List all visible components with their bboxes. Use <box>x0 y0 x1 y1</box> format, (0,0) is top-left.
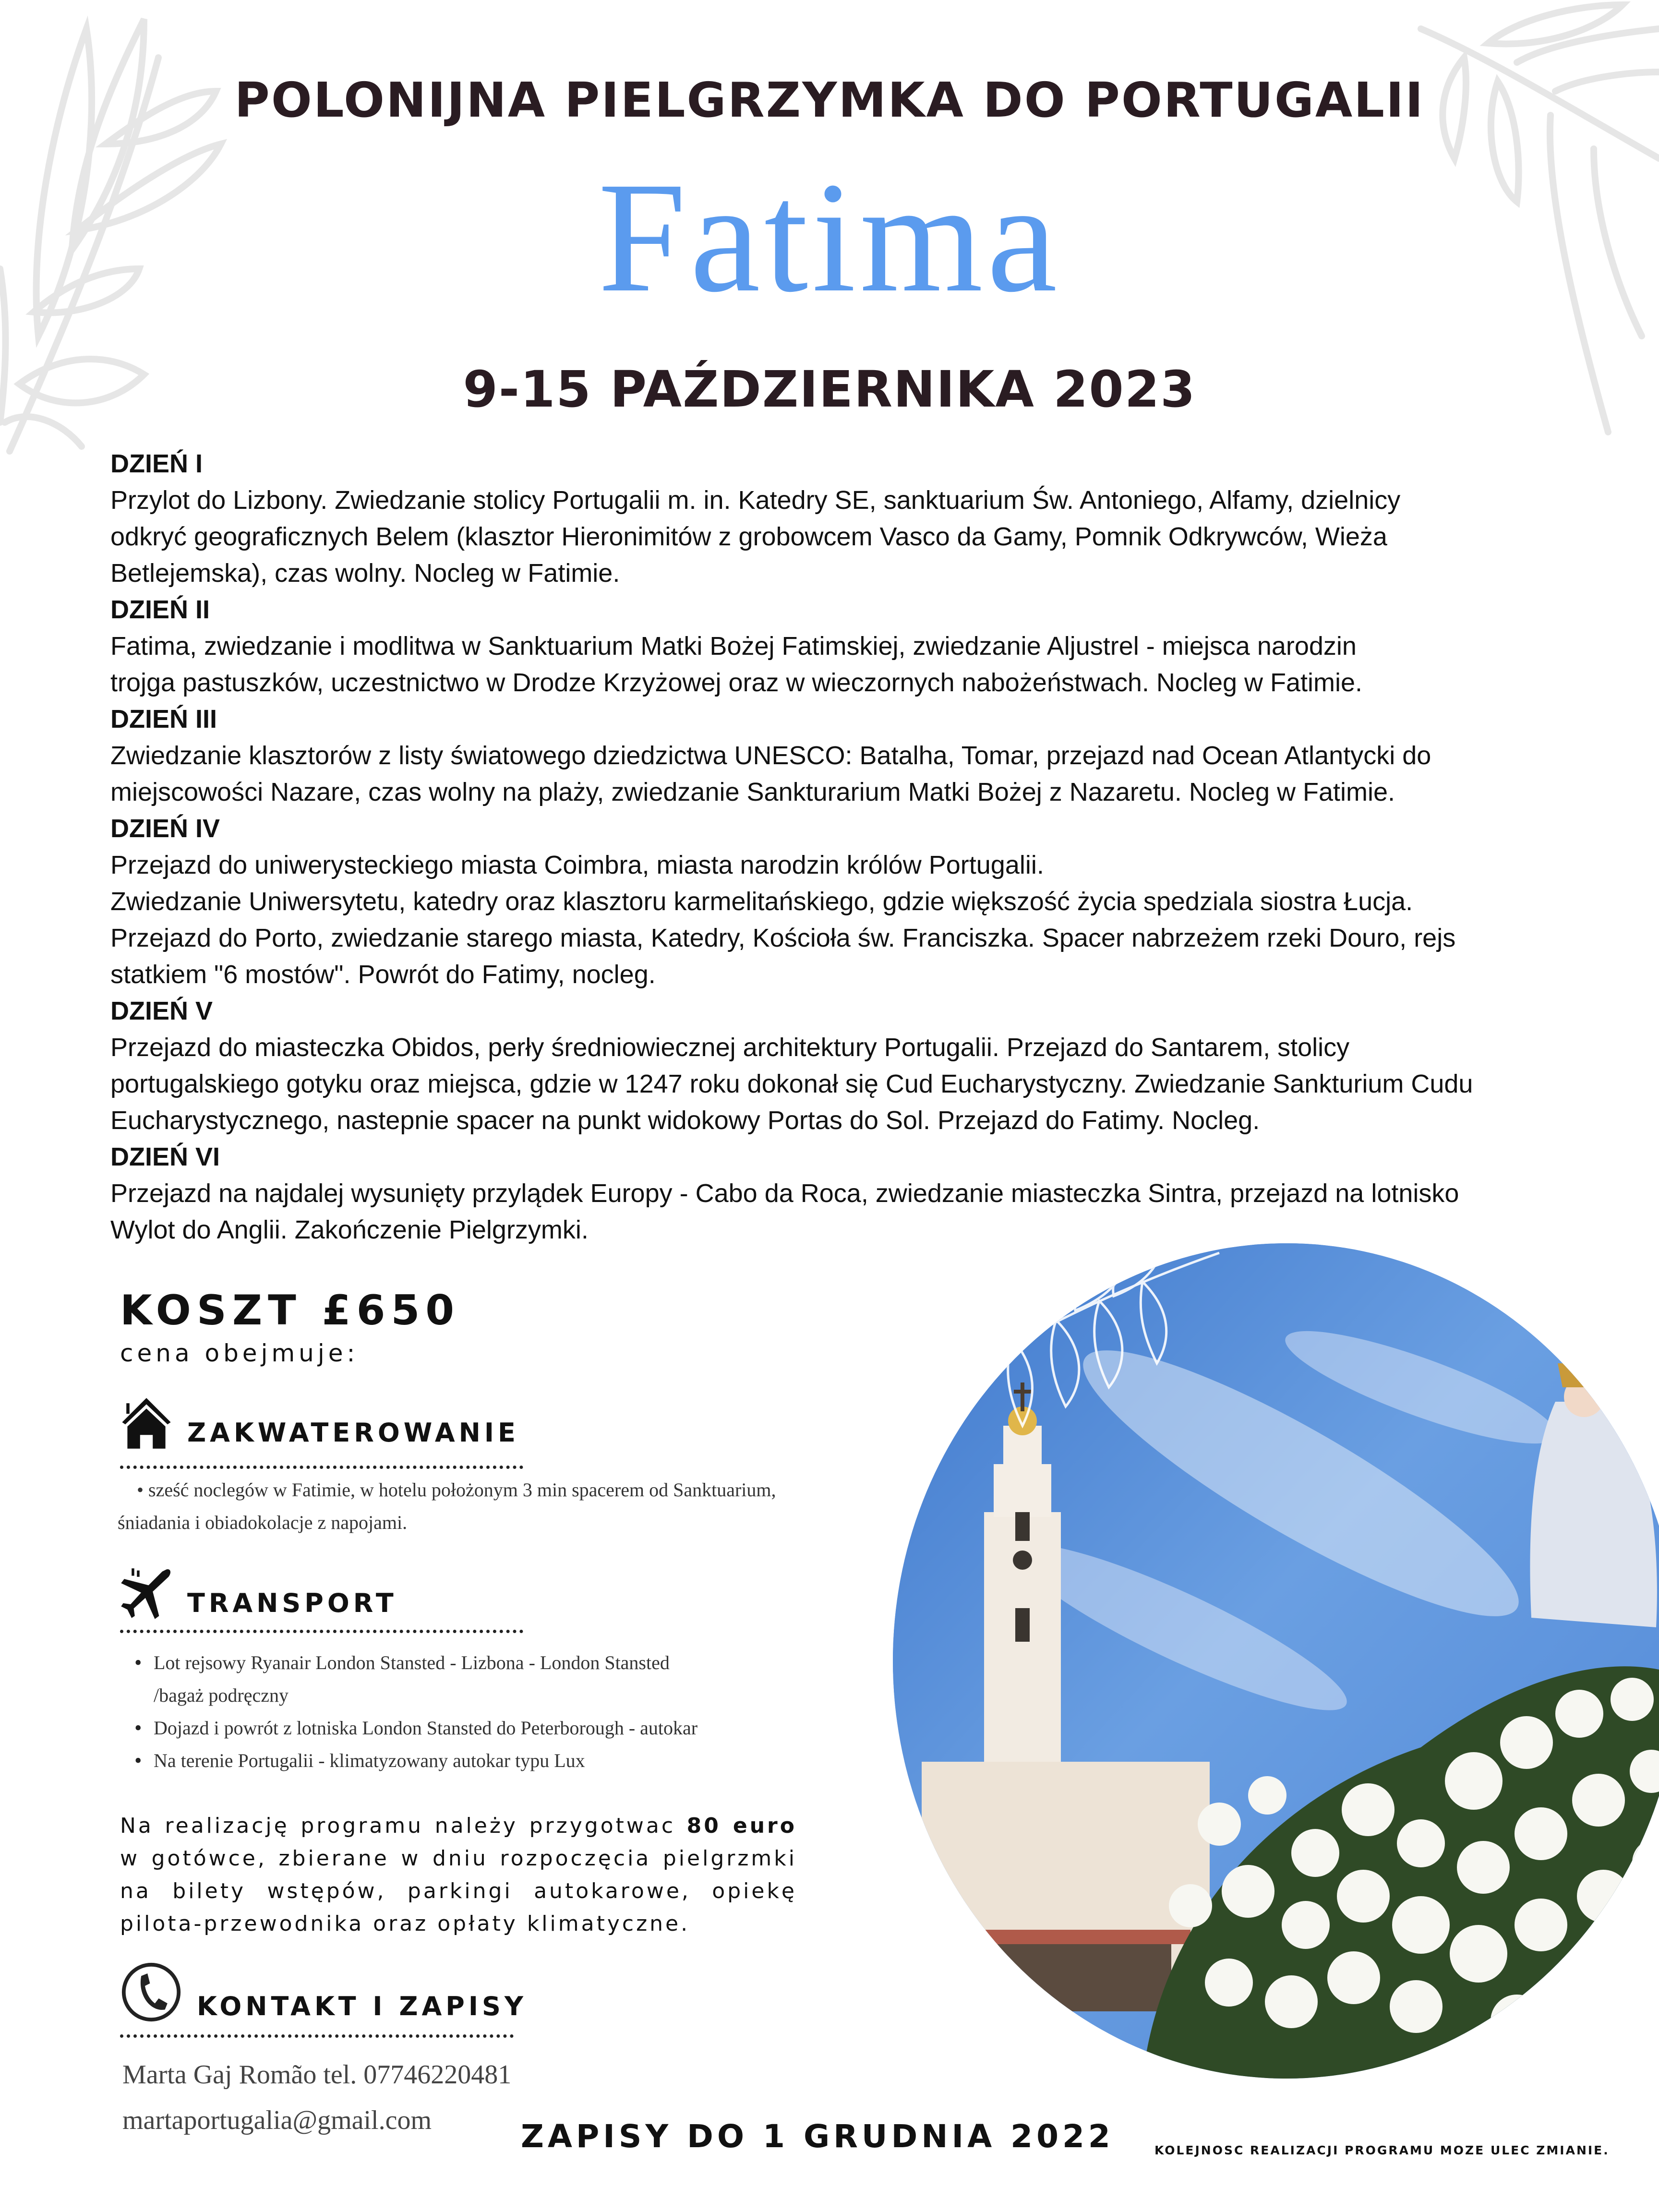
day-description-line: Przejazd do Porto, zwiedzanie starego miasta, Katedry, Kościoła św. Franciszka. Spacer nabrzeżem rzeki Douro, rejs <box>110 924 1456 952</box>
cash-note-text: w gotówce, zbierane w dniu rozpoczęcia pielgrzmki na bilety wstępów, parkingi autokarowe, opiekę pilota-przewodnika oraz opłaty klimatyczne. <box>120 1846 797 1936</box>
day-description-line: Betlejemska), czas wolny. Nocleg w Fatimie. <box>110 559 620 588</box>
destination-title: Fatima <box>598 150 1061 325</box>
airplane-icon <box>120 1567 173 1620</box>
contact-name-phone[interactable]: Marta Gaj Romão tel. 07746220481 <box>122 2060 512 2090</box>
transport-list <box>134 1647 697 1777</box>
transport-item: • Dojazd i powrót z lotniska London Stansted do Peterborough - autokar <box>134 1712 697 1744</box>
day-title: DZIEŃ III <box>110 705 217 733</box>
house-icon <box>120 1397 173 1450</box>
day-description-line: Wylot do Anglii. Zakończenie Pielgrzymki. <box>110 1215 589 1244</box>
day-description-line: Przejazd do miasteczka Obidos, perły średniowiecznej architektury Portugalii. Przejazd do Santarem, stolicy <box>110 1033 1350 1062</box>
contact-email[interactable]: martaportugalia@gmail.com <box>122 2105 432 2135</box>
cash-amount: 80 euro <box>686 1814 797 1838</box>
day-title: DZIEŃ IV <box>110 814 220 843</box>
itinerary-day <box>110 993 1589 1139</box>
program-change-disclaimer: KOLEJNOSC REALIZACJI PROGRAMU MOZE ULEC ZMIANIE. <box>1154 2143 1610 2157</box>
accommodation-details-line: • sześć noclegów w Fatimie, w hotelu położonym 3 min spacerem od Sanktuarium, <box>137 1479 776 1501</box>
phone-icon <box>120 1961 182 2023</box>
accommodation-heading-label: ZAKWATEROWANIE <box>187 1418 519 1448</box>
cash-note-text: Na realizację programu należy przygotwac <box>120 1814 687 1838</box>
itinerary <box>110 445 1589 1248</box>
itinerary-day <box>110 701 1589 810</box>
cost-label: KOSZT £650 <box>120 1286 460 1334</box>
transport-item-continuation: /bagaż podręczny <box>154 1684 289 1706</box>
itinerary-day <box>110 810 1589 993</box>
itinerary-day <box>110 591 1589 701</box>
day-description-line: Przylot do Lizbony. Zwiedzanie stolicy Portugalii m. in. Katedry SE, sanktuarium Św. Antoniego, Alfamy, dzielnicy <box>110 486 1401 515</box>
day-description-line: Przejazd na najdalej wysunięty przylądek Europy - Cabo da Roca, zwiedzanie miasteczka Sintra, przejazd na lotnisko <box>110 1179 1459 1208</box>
fatima-photo-illustration <box>893 1243 1659 2079</box>
day-description-line: portugalskiego gotyku oraz miejsca, gdzie w 1247 roku dokonał się Cud Eucharystyczny. Zwiedzanie Sankturium Cudu <box>110 1070 1473 1098</box>
contact-heading-label: KONTAKT I ZAPISY <box>197 1991 527 2021</box>
divider-dotted <box>120 2034 514 2038</box>
day-description-line: Zwiedzanie Uniwersytetu, katedry oraz klasztoru karmelitańskiego, gdzie większość życia spedziala siostra Łucja. <box>110 887 1413 916</box>
day-description-line: Zwiedzanie klasztorów z listy światowego dziedzictwa UNESCO: Batalha, Tomar, przejazd nad Ocean Atlantycki do <box>110 741 1431 770</box>
divider-dotted <box>120 1630 523 1633</box>
transport-item: • Na terenie Portugalii - klimatyzowany autokar typu Lux <box>134 1744 697 1777</box>
day-title: DZIEŃ I <box>110 449 203 478</box>
day-description-line: miejscowości Nazare, czas wolny na plaży, zwiedzanie Sankturarium Matki Bożej z Nazaretu. Nocleg w Fatimie. <box>110 778 1395 806</box>
trip-dates: 9-15 PAŹDZIERNIKA 2023 <box>463 360 1196 419</box>
day-description-line: odkryć geograficznych Belem (klasztor Hieronimitów z grobowcem Vasco da Gamy, Pomnik Odkrywców, Wieża <box>110 522 1387 551</box>
day-description-line: Przejazd do uniwerysteckiego miasta Coimbra, miasta narodzin królów Portugalii. <box>110 851 1044 879</box>
divider-dotted <box>120 1466 523 1469</box>
day-description-line: Fatima, zwiedzanie i modlitwa w Sanktuarium Matki Bożej Fatimskiej, zwiedzanie Aljustrel - miejsca narodzin <box>110 632 1357 661</box>
day-description-line: trojga pastuszków, uczestnictwo w Drodze Krzyżowej oraz w wieczornych nabożeństwach. Nocleg w Fatimie. <box>110 668 1363 697</box>
cash-note <box>120 1810 797 1940</box>
fatima-photo <box>893 1243 1659 2079</box>
contact-heading <box>120 1961 527 2023</box>
day-title: DZIEŃ V <box>110 997 213 1025</box>
transport-heading <box>120 1567 397 1620</box>
accommodation-heading <box>120 1397 519 1450</box>
transport-item: • Lot rejsowy Ryanair London Stansted - Lizbona - London Stansted <box>134 1647 697 1679</box>
registration-deadline: ZAPISY DO 1 GRUDNIA 2022 <box>521 2118 1114 2155</box>
day-title: DZIEŃ II <box>110 595 210 624</box>
accommodation-details-line: śniadania i obiadokolacje z napojami. <box>118 1512 408 1533</box>
day-description-line: Eucharystycznego, nastepnie spacer na punkt widokowy Portas do Sol. Przejazd do Fatimy. Nocleg. <box>110 1106 1260 1135</box>
price-includes-label: cena obejmuje: <box>120 1339 359 1367</box>
itinerary-day <box>110 445 1589 591</box>
transport-heading-label: TRANSPORT <box>187 1588 397 1618</box>
day-description-line: statkiem "6 mostów". Powrót do Fatimy, nocleg. <box>110 960 656 989</box>
itinerary-day <box>110 1139 1589 1248</box>
day-title: DZIEŃ VI <box>110 1142 220 1171</box>
pilgrimage-subtitle: POLONIJNA PIELGRZYMKA DO PORTUGALII <box>234 72 1425 128</box>
